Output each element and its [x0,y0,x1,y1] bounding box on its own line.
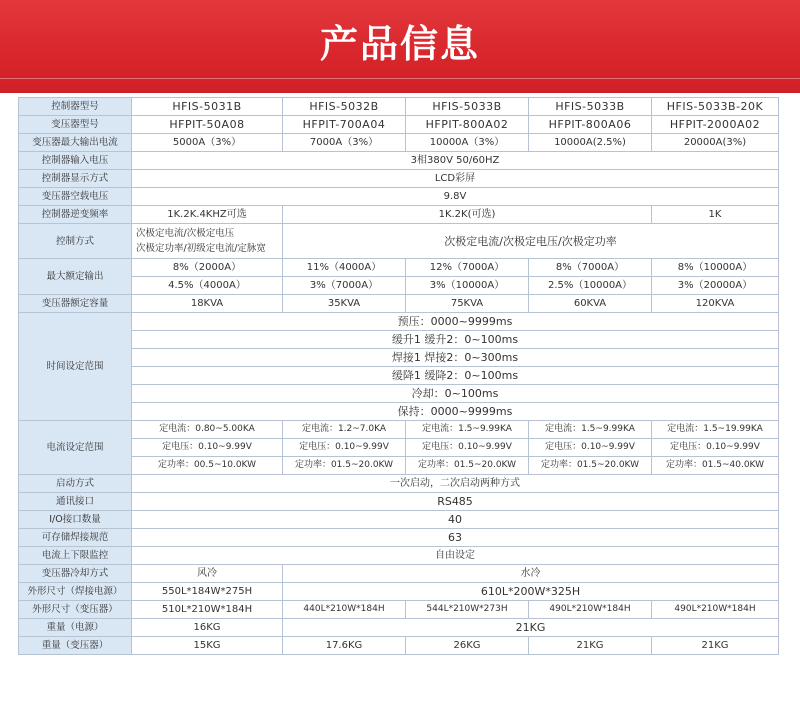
row-time-range-5 [19,385,779,403]
value-cell: 18KVA [132,295,283,313]
value-cell: 定功率：00.5~10.0KW [132,457,283,475]
value-cell: 定功率：01.5~20.0KW [283,457,406,475]
value-cell: 3%（7000A） [283,277,406,295]
row-label: 电流设定范围 [19,421,132,475]
value-cell: 一次启动，二次启动两种方式 [132,475,779,493]
value-cell: HFPIT-800A06 [529,116,652,134]
spec-table [18,97,779,655]
value-cell: 16KG [132,619,283,637]
value-cell: 9.8V [132,188,779,206]
model-cell: HFIS-5033B-20K [652,98,779,116]
control-mode-cell [132,224,283,259]
row-time-range-2 [19,331,779,349]
control-mode-line: 次极定电流/次极定电压 [136,228,235,239]
value-cell: 3%（10000A） [406,277,529,295]
row-current-range-1 [19,421,779,439]
row-comm [19,493,779,511]
row-label: 启动方式 [19,475,132,493]
row-size-transformer [19,601,779,619]
value-cell: 冷却：0~100ms [132,385,779,403]
row-io-count [19,511,779,529]
value-cell: 120KVA [652,295,779,313]
value-cell: 保持：0000~9999ms [132,403,779,421]
value-cell: 8%（2000A） [132,259,283,277]
row-label: 控制器型号 [19,98,132,116]
value-cell: 定电流：1.5~9.99KA [529,421,652,439]
row-control-mode [19,224,779,259]
row-label: 重量（电源） [19,619,132,637]
value-cell: 610L*200W*325H [283,583,779,601]
row-label: 变压器冷却方式 [19,565,132,583]
row-current-range-3 [19,457,779,475]
row-label: I/O接口数量 [19,511,132,529]
value-cell: HFPIT-50A08 [132,116,283,134]
value-cell: 定电压：0.10~9.99V [529,439,652,457]
value-cell: 490L*210W*184H [529,601,652,619]
value-cell: 风冷 [132,565,283,583]
value-cell: 缓降1 缓降2：0~100ms [132,367,779,385]
value-cell: 510L*210W*184H [132,601,283,619]
value-cell: 定电流：1.2~7.0KA [283,421,406,439]
model-cell: HFIS-5033B [406,98,529,116]
value-cell: 定电流：1.5~19.99KA [652,421,779,439]
value-cell: 3%（20000A） [652,277,779,295]
row-input-voltage [19,152,779,170]
value-cell: 544L*210W*273H [406,601,529,619]
value-cell: 自由设定 [132,547,779,565]
row-weight-transformer [19,637,779,655]
value-cell: HFPIT-2000A02 [652,116,779,134]
value-cell: 5000A（3%） [132,134,283,152]
value-cell: 预压：0000~9999ms [132,313,779,331]
value-cell: 1K.2K(可选) [283,206,652,224]
value-cell: 490L*210W*184H [652,601,779,619]
row-time-range-3 [19,349,779,367]
value-cell: 60KVA [529,295,652,313]
value-cell: 定电流：1.5~9.99KA [406,421,529,439]
value-cell: 21KG [652,637,779,655]
value-cell: 4.5%（4000A） [132,277,283,295]
row-current-range-2 [19,439,779,457]
row-label: 可存储焊接规范 [19,529,132,547]
row-label: 变压器额定容量 [19,295,132,313]
value-cell: HFPIT-800A02 [406,116,529,134]
value-cell: RS485 [132,493,779,511]
row-rated-output-1 [19,259,779,277]
row-inverter-frequency [19,206,779,224]
row-label: 外形尺寸（变压器） [19,601,132,619]
value-cell: 35KVA [283,295,406,313]
row-label: 控制器显示方式 [19,170,132,188]
value-cell: 缓升1 缓升2：0~100ms [132,331,779,349]
value-cell: 550L*184W*275H [132,583,283,601]
value-cell: 水冷 [283,565,779,583]
row-start-mode [19,475,779,493]
value-cell: 3相380V 50/60HZ [132,152,779,170]
value-cell: 定电压：0.10~9.99V [132,439,283,457]
value-cell: 10000A（3%） [406,134,529,152]
value-cell: 21KG [283,619,779,637]
row-max-output-current [19,134,779,152]
value-cell: 定电流：0.80~5.00KA [132,421,283,439]
row-current-limit [19,547,779,565]
value-cell: 定电压：0.10~9.99V [406,439,529,457]
row-label: 最大额定输出 [19,259,132,295]
value-cell: 定功率：01.5~40.0KW [652,457,779,475]
value-cell: 20000A(3%) [652,134,779,152]
model-cell: HFIS-5031B [132,98,283,116]
page-title: 产品信息 [319,22,480,66]
value-cell: 8%（10000A） [652,259,779,277]
value-cell: 15KG [132,637,283,655]
value-cell: 2.5%（10000A） [529,277,652,295]
row-label: 时间设定范围 [19,313,132,421]
row-time-range-6 [19,403,779,421]
value-cell: 7000A（3%） [283,134,406,152]
value-cell: 次极定电流/次极定电压/次极定功率 [283,224,779,259]
value-cell: 21KG [529,637,652,655]
value-cell: 12%（7000A） [406,259,529,277]
model-cell: HFIS-5032B [283,98,406,116]
row-no-load-voltage [19,188,779,206]
row-label: 通讯接口 [19,493,132,511]
value-cell: 75KVA [406,295,529,313]
value-cell: LCD彩屏 [132,170,779,188]
row-label: 外形尺寸（焊接电源） [19,583,132,601]
row-cooling [19,565,779,583]
value-cell: 1K [652,206,779,224]
row-display [19,170,779,188]
value-cell: 定电压：0.10~9.99V [652,439,779,457]
value-cell: 17.6KG [283,637,406,655]
row-controller-model [19,98,779,116]
value-cell: 8%（7000A） [529,259,652,277]
value-cell: 40 [132,511,779,529]
row-time-range-1 [19,313,779,331]
value-cell: 定功率：01.5~20.0KW [529,457,652,475]
row-label: 控制器逆变频率 [19,206,132,224]
row-label: 变压器型号 [19,116,132,134]
model-cell: HFIS-5033B [529,98,652,116]
value-cell: 1K.2K.4KHZ可选 [132,206,283,224]
row-label: 变压器空载电压 [19,188,132,206]
row-label: 变压器最大输出电流 [19,134,132,152]
value-cell: 10000A(2.5%) [529,134,652,152]
value-cell: 11%（4000A） [283,259,406,277]
value-cell: 440L*210W*184H [283,601,406,619]
row-label: 控制器输入电压 [19,152,132,170]
row-weight-power [19,619,779,637]
value-cell: HFPIT-700A04 [283,116,406,134]
row-size-power [19,583,779,601]
value-cell: 26KG [406,637,529,655]
value-cell: 定电压：0.10~9.99V [283,439,406,457]
banner-stripe [0,78,800,79]
row-rated-output-2 [19,277,779,295]
value-cell: 焊接1 焊接2：0~300ms [132,349,779,367]
row-label: 控制方式 [19,224,132,259]
row-transformer-model [19,116,779,134]
row-label: 电流上下限监控 [19,547,132,565]
row-rated-capacity [19,295,779,313]
value-cell: 定功率：01.5~20.0KW [406,457,529,475]
row-label: 重量（变压器） [19,637,132,655]
control-mode-line: 次极定功率/初级定电流/定脉宽 [136,243,266,254]
value-cell: 63 [132,529,779,547]
title-banner [0,0,800,93]
row-weld-specs [19,529,779,547]
row-time-range-4 [19,367,779,385]
